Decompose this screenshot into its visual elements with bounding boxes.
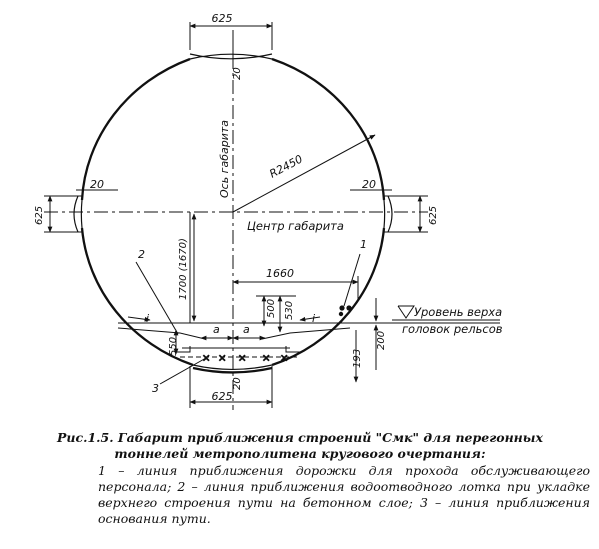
dim-200: 200 xyxy=(376,330,387,350)
dim-top-width: 625 xyxy=(211,12,233,25)
dim-550: 550 xyxy=(168,336,179,356)
slope-right: i xyxy=(312,312,316,325)
dim-right-clearance: 20 xyxy=(362,178,376,191)
svg-text:×: × xyxy=(238,353,247,364)
dimension-texts xyxy=(34,12,503,403)
dim-a-left: a xyxy=(213,323,220,336)
axis-label: Ось габарита xyxy=(218,119,231,198)
rail-level-label-1: Уровень верха xyxy=(414,305,503,319)
rail-level-label-2: головок рельсов xyxy=(402,322,503,336)
dim-530: 530 xyxy=(284,300,295,320)
svg-text:×: × xyxy=(280,353,289,364)
dim-a-right: a xyxy=(243,323,250,336)
figure-caption-legend: 1 – линия приближения дорожки для прохода обслуживающего персонала; 2 – линия приближения водоотводного лотка при укладке верхнего строения пути на бетонном слое; 3 – линия приближения основания пути. xyxy=(98,463,590,526)
dim-500: 500 xyxy=(266,298,277,318)
dim-left-width: 625 xyxy=(34,205,45,225)
svg-text:×: × xyxy=(218,353,227,364)
marker-3: 3 xyxy=(152,382,159,395)
svg-text:×: × xyxy=(202,353,211,364)
dim-left-clearance: 20 xyxy=(90,178,104,191)
dim-top-clearance: 20 xyxy=(232,67,243,80)
marker-1: 1 xyxy=(360,238,367,251)
axis-lines xyxy=(44,30,428,410)
dim-bottom-clearance: 20 xyxy=(232,377,243,390)
dim-193: 193 xyxy=(352,348,363,368)
dim-right-width: 625 xyxy=(428,205,439,225)
dim-1660: 1660 xyxy=(266,267,294,280)
svg-text:×: × xyxy=(262,353,271,364)
figure-caption-title: Рис.1.5. Габарит приближения строений "Смк" для перегонных тоннелей метрополитена кругового очертания: xyxy=(57,430,543,461)
center-label: Центр габарита xyxy=(247,219,344,233)
dim-center-height: 1700 (1670) xyxy=(178,238,189,300)
dim-radius: R2450 xyxy=(267,152,305,181)
slope-left: i xyxy=(146,312,150,325)
marker-2: 2 xyxy=(138,248,145,261)
dim-bottom-width: 625 xyxy=(211,390,233,403)
